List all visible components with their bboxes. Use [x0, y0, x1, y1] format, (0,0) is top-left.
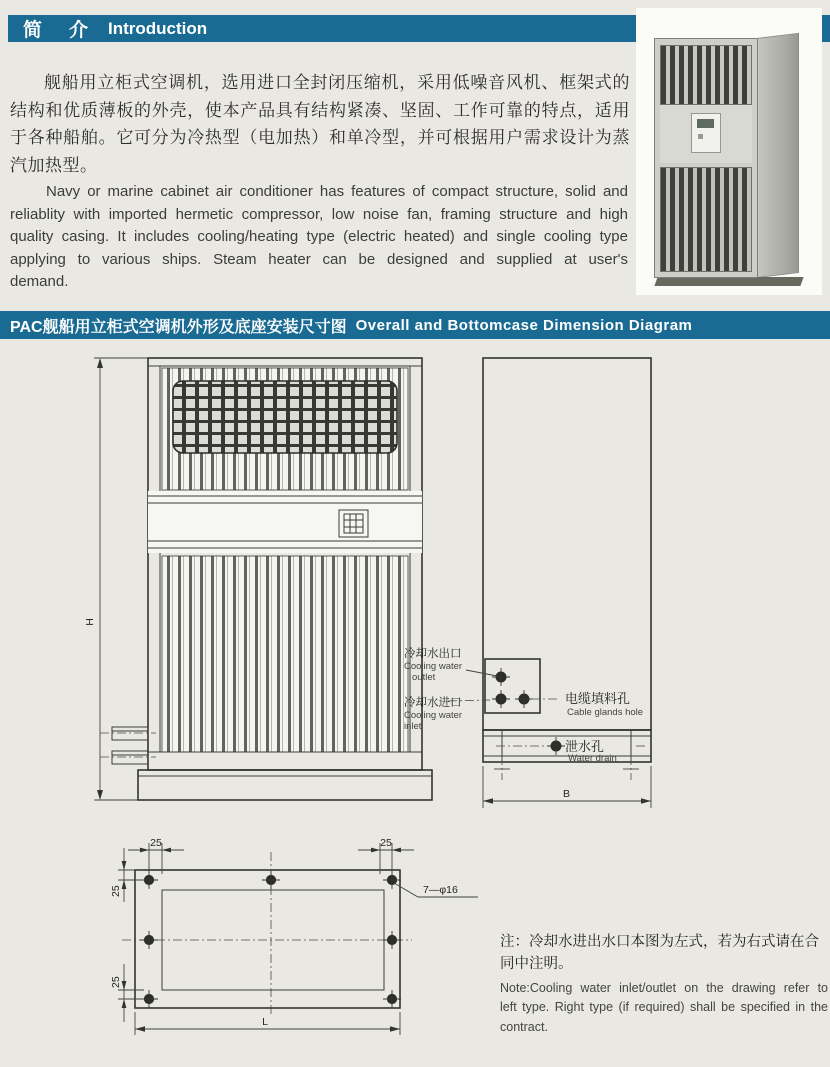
cabinet-front-panel	[654, 38, 758, 278]
intro-paragraph-en: Navy or marine cabinet air conditioner has features of compact structure, solid and reliablity with imported hermetic compressor, low noise fan, framing structure and high quality casing. It includes cooling/heating type (electric heated) and single cooling type applying to various ships. Steam heater can be designed and supplied at user's demand.	[10, 183, 628, 290]
water-drain-hole	[547, 737, 565, 755]
cabinet-bottom-grille	[660, 167, 752, 272]
dim-height-label: H	[84, 618, 96, 626]
cooling-water-outlet-hole	[492, 668, 510, 686]
drawing-note	[500, 931, 828, 1037]
cooling-water-inlet-hole	[492, 690, 510, 708]
intro-paragraph-zh: 舰船用立柜式空调机，选用进口全封闭压缩机，采用低噪音风机、框架式的结构和优质薄板的外壳，使本产品具有结构紧凑、坚固、工作可靠的特点，适用于各种船舶。它可分为冷热型（电加热）和单冷型，并可根据用户需求设计为蒸汽加热型。	[10, 73, 630, 175]
control-button	[698, 134, 703, 139]
dimension-title-zh: PAC舰船用立柜式空调机外形及底座安装尺寸图	[10, 318, 347, 336]
label-inlet-zh: 冷却水进口	[404, 697, 462, 709]
front-fan-grille	[173, 381, 397, 453]
dim-offset-left-lower: 25	[110, 976, 122, 988]
dimension-title-en: Overall and Bottomcase Dimension Diagram	[355, 316, 693, 334]
label-drain-en: Water drain	[568, 753, 617, 764]
label-cable-zh: 电缆填料孔	[565, 691, 631, 706]
side-view	[404, 358, 651, 808]
label-drain-zh: 泄水孔	[565, 739, 605, 754]
intro-title-en: Introduction	[108, 18, 208, 38]
label-outlet-en2: outlet	[412, 672, 436, 683]
dim-offset-top-left: 25	[150, 837, 162, 849]
cabinet-top-grille	[660, 45, 752, 105]
dim-holes-label: 7—φ16	[423, 884, 458, 896]
note-en: Note:Cooling water inlet/outlet on the drawing refer to left type. Right type (if required) shall be specified in the contract.	[500, 980, 828, 1034]
intro-title-zh: 简 介	[23, 20, 93, 41]
label-outlet-en1: Cooling water	[404, 661, 463, 672]
label-outlet-zh: 冷却水出口	[404, 648, 462, 660]
front-lower-grille	[162, 556, 408, 752]
front-view	[84, 358, 432, 800]
water-connection-box	[485, 659, 540, 713]
product-photo	[636, 8, 822, 295]
cable-glands-hole	[515, 690, 533, 708]
dim-offset-left-upper: 25	[110, 885, 122, 897]
base-plan-view	[110, 837, 478, 1035]
label-inlet-en1: Cooling water	[404, 710, 463, 721]
label-inlet-en2: inlet	[404, 721, 422, 732]
cabinet-base-shadow	[654, 277, 803, 286]
mounting-holes	[140, 871, 401, 1008]
dimension-section-header	[0, 311, 830, 339]
cabinet-control-panel	[691, 113, 721, 153]
note-zh: 注：冷却水进出水口本图为左式，若为右式请在合同中注明。	[500, 934, 819, 973]
control-display	[697, 119, 714, 128]
label-cable-en: Cable glands hole	[567, 707, 644, 718]
dim-length-label: L	[262, 1016, 268, 1028]
dim-offset-top-right: 25	[380, 837, 392, 849]
dim-depth-label: B	[563, 788, 571, 800]
cabinet-side-panel	[757, 33, 799, 278]
front-plinth	[138, 770, 432, 800]
